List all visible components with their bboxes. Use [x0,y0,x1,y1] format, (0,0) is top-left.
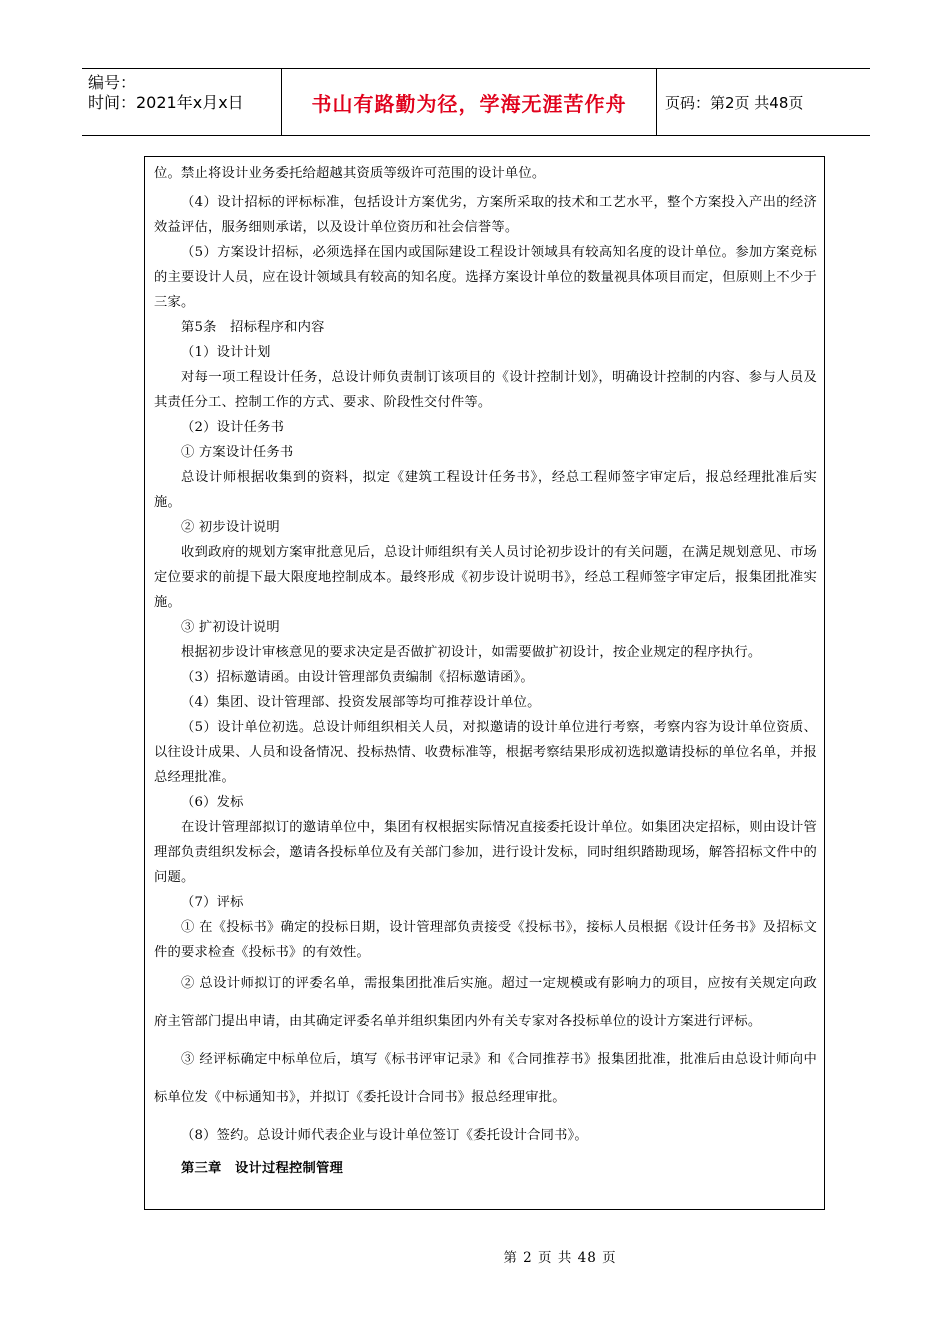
paragraph: ② 总设计师拟订的评委名单，需报集团批准后实施。超过一定规模或有影响力的项目，应按有关规定向政府主管部门提出申请，由其确定评委名单并组织集团内外有关专家对各投标单位的设计方案进行评标。 [154,976,817,1029]
paragraph: （4）设计招标的评标标准，包括设计方案优劣，方案所采取的技术和工艺水平，整个方案投入产出的经济效益评估，服务细则承诺，以及设计单位资历和社会信誉等。 [154,195,817,235]
paragraph: 在设计管理部拟订的邀请单位中，集团有权根据实际情况直接委托设计单位。如集团决定招标，则由设计管理部负责组织发标会，邀请各投标单位及有关部门参加，进行设计发标，同时组织踏勘现场，解答招标文件中的问题。 [154,820,817,885]
number-label: 编号： [88,73,137,92]
section-heading: （2）设计任务书 [181,420,285,435]
paragraph: 总设计师根据收集到的资料，拟定《建筑工程设计任务书》，经总工程师签字审定后，报总经理批准后实施。 [154,470,817,510]
document-body [154,161,817,1181]
paragraph: （5）方案设计招标，必须选择在国内或国际建设工程设计领域具有较高知名度的设计单位。参加方案竞标的主要设计人员，应在设计领域具有较高的知名度。选择方案设计单位的数量视具体项目而定，但原则上不少于三家。 [154,245,817,310]
time-label: 时间：2021年x月x日 [88,93,244,112]
paragraph: 位。禁止将设计业务委托给超越其资质等级许可范围的设计单位。 [154,166,546,181]
paragraph: （4）集团、设计管理部、投资发展部等均可推荐设计单位。 [181,695,541,710]
subsection-heading: ③ 扩初设计说明 [181,620,280,635]
section-heading: （1）设计计划 [181,345,271,360]
paragraph: 对每一项工程设计任务，总设计师负责制订该项目的《设计控制计划》，明确设计控制的内容、参与人员及其责任分工、控制工作的方式、要求、阶段性交付件等。 [154,370,817,410]
paragraph: （3）招标邀请函。由设计管理部负责编制《招标邀请函》。 [181,670,534,685]
page-info: 页码：第2页 共48页 [665,93,804,112]
section-heading: （7）评标 [181,895,244,910]
paragraph: 根据初步设计审核意见的要求决定是否做扩初设计，如需要做扩初设计，按企业规定的程序执行。 [181,645,762,660]
paragraph: （8）签约。总设计师代表企业与设计单位签订《委托设计合同书》。 [181,1128,588,1143]
chapter-heading: 第三章 设计过程控制管理 [181,1161,343,1176]
subsection-heading: ① 方案设计任务书 [181,445,294,460]
paragraph: ③ 经评标确定中标单位后，填写《标书评审记录》和《合同推荐书》报集团批准，批准后由总设计师向中标单位发《中标通知书》，并拟订《委托设计合同书》报总经理审批。 [154,1052,817,1105]
paragraph: （5）设计单位初选。总设计师组织相关人员，对拟邀请的设计单位进行考察，考察内容为设计单位资质、以往设计成果、人员和设备情况、投标热情、收费标准等，根据考察结果形成初选拟邀请投标的单位名单，并报总经理批准。 [154,720,817,785]
page-footer: 第 2 页 共 48 页 [503,1250,617,1266]
header-meta-cell [82,69,282,135]
section-heading: （6）发标 [181,795,244,810]
article-heading: 第5条 招标程序和内容 [181,320,325,335]
document-header [82,68,870,136]
header-page-cell [657,69,870,135]
header-motto-cell [282,69,657,135]
content-frame [144,156,825,1210]
motto-text: 书山有路勤为径，学海无涯苦作舟 [311,91,627,116]
paragraph: 收到政府的规划方案审批意见后，总设计师组织有关人员讨论初步设计的有关问题，在满足规划意见、市场定位要求的前提下最大限度地控制成本。最终形成《初步设计说明书》，经总工程师签字审定后，报集团批准实施。 [154,545,817,610]
paragraph: ① 在《投标书》确定的投标日期，设计管理部负责接受《投标书》，接标人员根据《设计任务书》及招标文件的要求检查《投标书》的有效性。 [154,920,817,960]
subsection-heading: ② 初步设计说明 [181,520,280,535]
